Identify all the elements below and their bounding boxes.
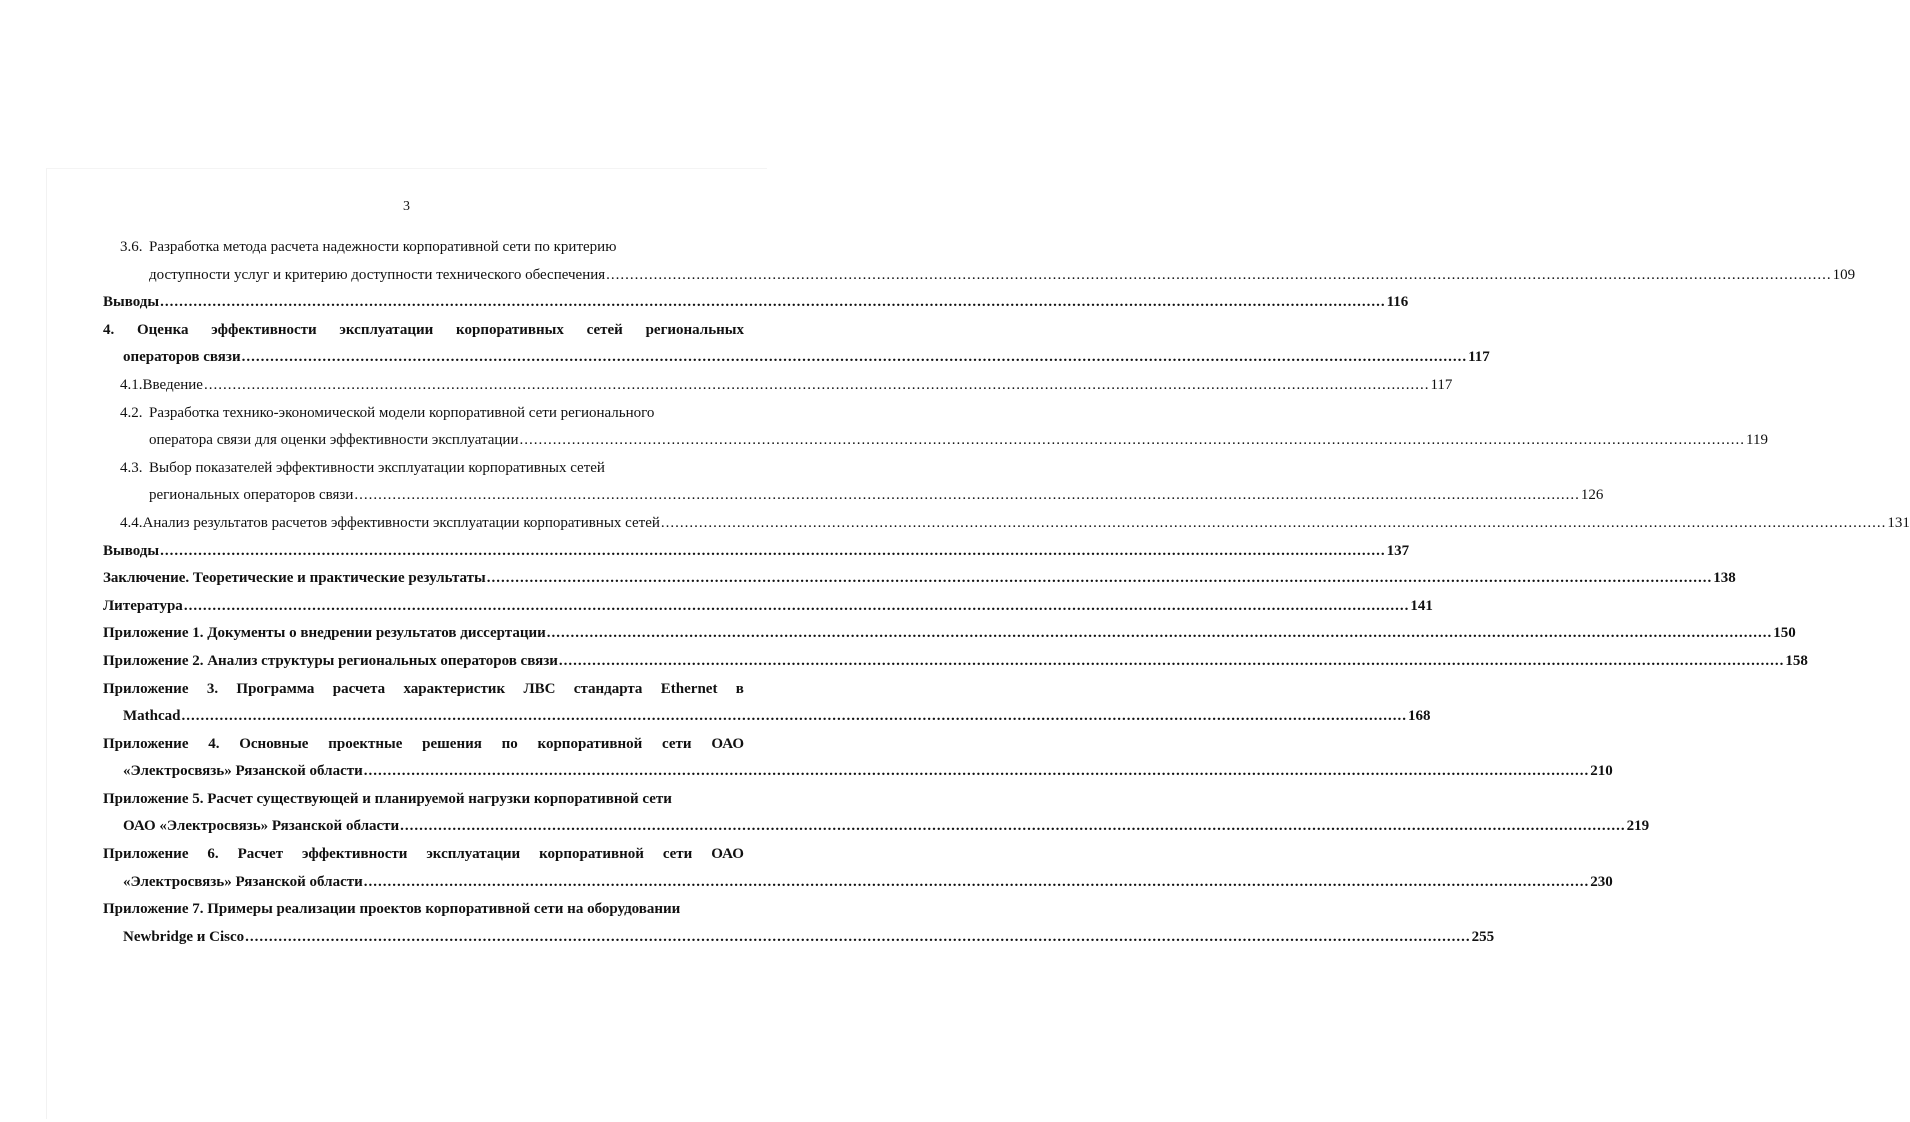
word: Основные: [239, 735, 309, 752]
word: сетей: [586, 321, 623, 338]
toc-entry-3-6-line1[interactable]: [103, 234, 744, 262]
word: корпоративной: [539, 846, 644, 863]
dot-leader: [547, 620, 1773, 648]
toc-entry-appendix-5-line1[interactable]: [103, 786, 744, 814]
word: Приложение: [103, 735, 189, 752]
word: по: [501, 735, 518, 752]
dot-leader: [364, 758, 1590, 786]
word: ЛВС: [523, 680, 556, 697]
section-title: Разработка технико-экономической модели корпоративной сети регионального: [149, 404, 655, 421]
word: Ethernet: [660, 680, 718, 697]
toc-entry-chapter-4-line1[interactable]: [103, 317, 744, 345]
word: корпоративных: [456, 321, 564, 338]
word: эксплуатации: [426, 846, 521, 863]
section-title: Литература: [103, 597, 183, 614]
word: расчета: [332, 680, 386, 697]
section-title: Приложение 7. Примеры реализации проектов корпоративной сети на оборудовании: [103, 901, 681, 918]
toc-entry-appendix-7-line1[interactable]: [103, 896, 744, 924]
dot-leader: [160, 538, 1386, 566]
section-title-continued: ОАО «Электросвязь» Рязанской области: [123, 818, 400, 835]
page-ref: 119: [1746, 432, 1768, 449]
section-number: 4.3.: [120, 459, 143, 476]
word: характеристик: [403, 680, 506, 697]
word: региональных: [645, 321, 744, 338]
word: корпоративной: [537, 735, 643, 752]
word: 4.: [208, 735, 220, 752]
page-ref: 168: [1408, 708, 1431, 725]
section-title: Выводы: [103, 294, 160, 311]
toc-entry-appendix-4-line2[interactable]: [103, 758, 1613, 786]
section-title: Выводы: [103, 542, 160, 559]
section-title: Выбор показателей эффективности эксплуатации корпоративных сетей: [149, 459, 605, 476]
word: 3.: [206, 680, 219, 697]
dot-leader: [184, 593, 1410, 621]
page-ref: 210: [1590, 763, 1613, 780]
page-ref: 150: [1773, 625, 1796, 642]
section-title: Разработка метода расчета надежности корпоративной сети по критерию: [149, 239, 617, 255]
toc-entry-appendix-3-line2[interactable]: [103, 703, 1431, 731]
dot-leader: [487, 565, 1713, 593]
toc-entry-4-1[interactable]: [103, 372, 1453, 400]
dot-leader: [364, 869, 1590, 897]
word: эффективности: [302, 846, 408, 863]
word: 6.: [207, 846, 219, 863]
section-title: Заключение. Теоретические и практические результаты: [103, 570, 486, 587]
section-title-continued: Newbridge и Cisco: [123, 928, 245, 945]
page-ref: 131: [1887, 514, 1910, 531]
toc-entry-appendix-4-line1[interactable]: [103, 731, 744, 759]
toc-entry-appendix-1[interactable]: [103, 620, 1796, 648]
dot-leader: [242, 344, 1468, 372]
dot-leader: [354, 482, 1580, 510]
page-ref: 137: [1386, 542, 1410, 559]
chapter-title-continued: операторов связи: [123, 349, 241, 366]
dot-leader: [559, 648, 1785, 676]
word: в: [735, 680, 744, 697]
word: эффективности: [211, 321, 317, 338]
section-title-continued: оператора связи для оценки эффективности эксплуатации: [149, 432, 519, 449]
page-ref: 126: [1580, 487, 1604, 504]
toc-entry-conclusions-ch3[interactable]: [103, 289, 1409, 317]
section-title-continued: Mathcad: [123, 708, 181, 725]
word: Программа: [236, 680, 315, 697]
toc-entry-appendix-5-line2[interactable]: [103, 813, 1650, 841]
section-number: 3.6.: [120, 239, 143, 255]
toc-entry-4-2-line1[interactable]: [103, 400, 744, 428]
page-ref: 116: [1386, 294, 1409, 311]
page-ref: 230: [1590, 873, 1613, 890]
toc-entry-conclusions-ch4[interactable]: [103, 538, 1410, 566]
toc-entry-appendix-2[interactable]: [103, 648, 1808, 676]
word: 4.: [103, 321, 115, 338]
page-ref: 255: [1471, 928, 1495, 945]
dot-leader: [204, 372, 1430, 400]
section-title: Введение: [142, 376, 203, 393]
toc-entry-4-4[interactable]: [103, 510, 1910, 538]
dot-leader: [182, 703, 1408, 731]
section-title: Приложение 1. Документы о внедрении результатов диссертации: [103, 625, 546, 642]
word: ОАО: [711, 846, 744, 863]
word: Оценка: [137, 321, 189, 338]
section-number: 4.4.: [120, 514, 143, 531]
toc-entry-chapter-4-line2[interactable]: [103, 344, 1490, 372]
word: Приложение: [103, 680, 189, 697]
section-title: Приложение 2. Анализ структуры региональных операторов связи: [103, 652, 558, 669]
section-title-continued: доступности услуг и критерию доступности технического обеспечения: [149, 266, 606, 283]
page-ref: 109: [1832, 266, 1856, 283]
page-ref: 141: [1410, 597, 1433, 614]
toc-entry-4-2-line2[interactable]: [103, 427, 1768, 455]
section-title: Анализ результатов расчетов эффективности эксплуатации корпоративных сетей: [142, 514, 660, 531]
page-ref: 219: [1626, 818, 1650, 835]
section-title-continued: «Электросвязь» Рязанской области: [123, 763, 363, 780]
page-ref: 158: [1785, 652, 1808, 669]
section-number: 4.2.: [120, 404, 143, 421]
page-number: 3: [403, 199, 410, 214]
toc-entry-4-3-line1[interactable]: [103, 455, 744, 483]
section-title-continued: «Электросвязь» Рязанской области: [123, 873, 363, 890]
toc-entry-appendix-6-line1[interactable]: [103, 841, 744, 869]
toc-entry-3-6-line2[interactable]: [103, 262, 1856, 290]
section-title-continued: региональных операторов связи: [149, 487, 354, 504]
toc-entry-literature[interactable]: [103, 593, 1433, 621]
word: ОАО: [711, 735, 744, 752]
dot-leader: [400, 813, 1626, 841]
toc-entry-appendix-6-line2[interactable]: [103, 869, 1613, 897]
section-number: 4.1.: [120, 376, 143, 393]
word: стандарта: [573, 680, 643, 697]
page-ref: 138: [1713, 570, 1736, 587]
section-title: Приложение 5. Расчет существующей и планируемой нагрузки корпоративной сети: [103, 790, 672, 807]
word: Приложение: [103, 846, 189, 863]
word: сети: [662, 846, 693, 863]
word: Расчет: [237, 846, 284, 863]
dot-leader: [520, 427, 1746, 455]
table-of-contents: [103, 234, 1910, 951]
dot-leader: [661, 510, 1887, 538]
word: решения: [422, 735, 482, 752]
toc-entry-conclusion[interactable]: [103, 565, 1736, 593]
toc-entry-appendix-3-line1[interactable]: [103, 676, 744, 704]
dot-leader: [245, 924, 1471, 952]
page-ref: 117: [1430, 376, 1453, 393]
page-ref: 117: [1468, 349, 1490, 366]
word: сети: [662, 735, 692, 752]
word: эксплуатации: [339, 321, 434, 338]
dot-leader: [160, 289, 1386, 317]
toc-entry-appendix-7-line2[interactable]: [103, 924, 1495, 952]
toc-entry-4-3-line2[interactable]: [103, 482, 1604, 510]
dot-leader: [606, 262, 1832, 290]
word: проектные: [328, 735, 403, 752]
